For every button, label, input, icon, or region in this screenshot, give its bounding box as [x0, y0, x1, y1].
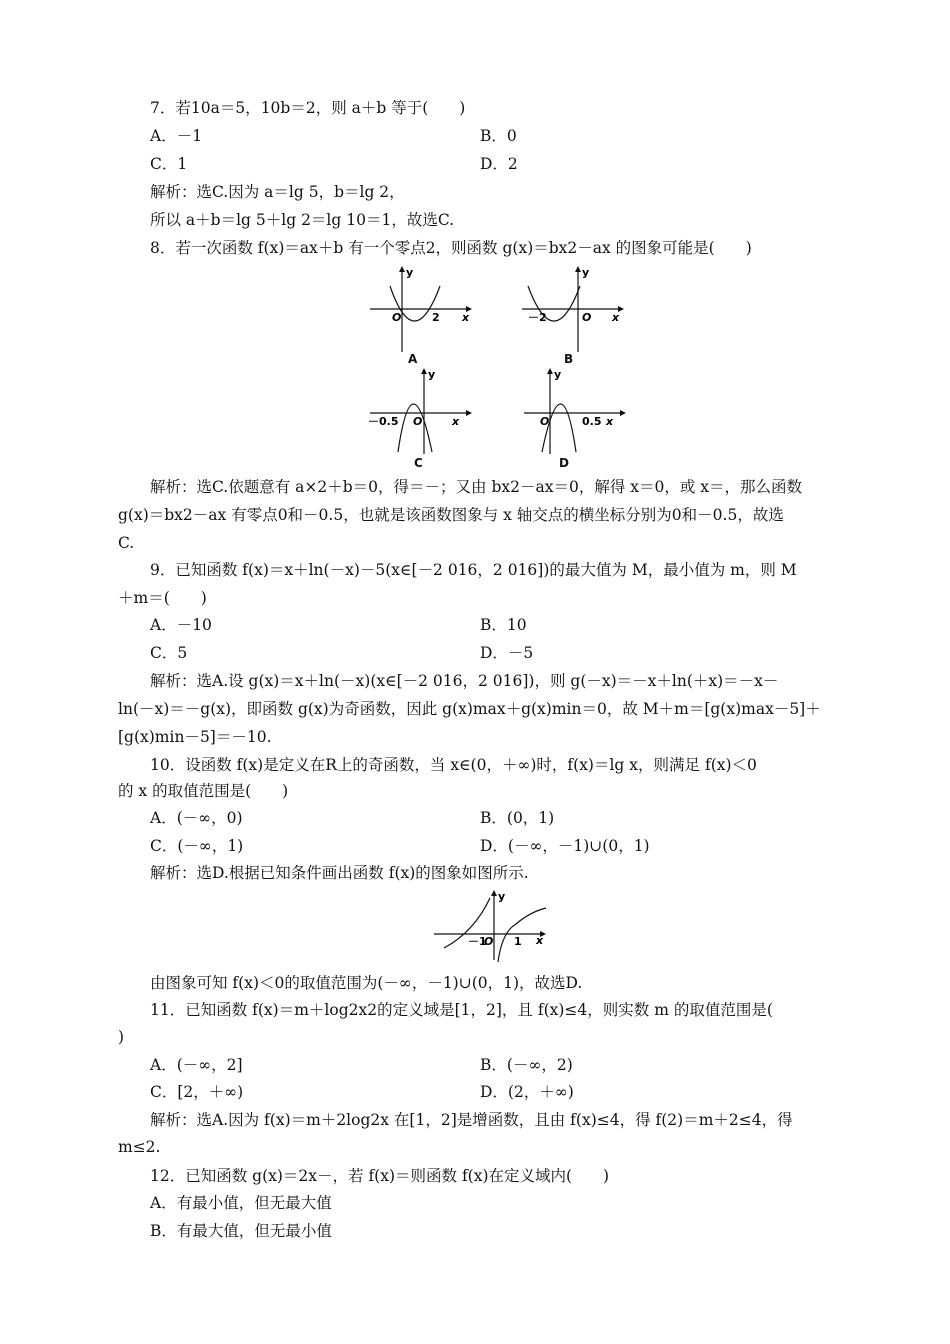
- q8-solution-line2: g(x)＝bx2－ax 有零点0和－0.5，也就是该函数图象与 x 轴交点的横坐标分别为0和－0.5，故选: [118, 506, 784, 524]
- q10-stem-line2: 的 x 的取值范围是( ): [118, 782, 289, 800]
- q10-stem-line1: 10．设函数 f(x)是定义在R上的奇函数，当 x∈(0，＋∞)时，f(x)＝lg x，则满足 f(x)＜0: [150, 756, 757, 774]
- q10-y-label: y: [498, 890, 506, 903]
- q10-graph: [432, 888, 552, 964]
- q11-stem-line1: 11．已知函数 f(x)＝m＋log2x2的定义域是[1，2]，且 f(x)≤4，则实数 m 的取值范围是(: [150, 1001, 773, 1019]
- q7-option-a: A．－1: [150, 127, 203, 145]
- q8-graph-b: [518, 264, 628, 354]
- q11-option-c: C．[2，＋∞): [150, 1083, 244, 1101]
- q10-option-d: D．(－∞，－1)∪(0，1): [480, 837, 650, 855]
- q11-option-a: A．(－∞，2]: [150, 1056, 243, 1074]
- q8-a-x-label: x: [462, 311, 470, 324]
- q8-c-tick: －0.5: [368, 415, 399, 428]
- q11-stem-line2: ): [118, 1028, 125, 1046]
- q8-graph-d-label: D: [559, 456, 569, 470]
- q7-solution-line1: 解析：选C.因为 a＝lg 5，b＝lg 2，: [150, 183, 405, 201]
- q11-option-b: B．(－∞，2): [480, 1056, 573, 1074]
- q10-option-a: A．(－∞，0): [150, 809, 243, 827]
- q8-a-y-label: y: [406, 266, 414, 279]
- q9-stem-line2: ＋m＝( ): [118, 589, 207, 607]
- q10-solution-line1: 解析：选D.根据已知条件画出函数 f(x)的图象如图所示.: [150, 864, 529, 882]
- q8-b-origin: O: [582, 311, 592, 324]
- q7-solution-line2: 所以 a＋b＝lg 5＋lg 2＝lg 10＝1，故选C.: [150, 211, 455, 229]
- q8-b-y-label: y: [582, 266, 590, 279]
- q10-solution-line2: 由图象可知 f(x)＜0的取值范围为(－∞，－1)∪(0，1)，故选D.: [150, 974, 583, 992]
- q9-option-b: B．10: [480, 616, 527, 634]
- q8-b-tick: －2: [528, 311, 547, 324]
- q8-d-tick: 0.5: [582, 415, 602, 428]
- q11-solution-line2: m≤2.: [118, 1138, 161, 1156]
- q7-stem: 7．若10a＝5，10b＝2，则 a＋b 等于( ): [150, 99, 466, 117]
- q7-option-b: B．0: [480, 127, 517, 145]
- q12-stem: 12．已知函数 g(x)＝2x－，若 f(x)＝则函数 f(x)在定义域内( ): [150, 1167, 610, 1185]
- q8-d-y-label: y: [554, 368, 562, 381]
- q10-option-b: B．(0，1): [480, 809, 555, 827]
- q10-x-label: x: [536, 934, 544, 947]
- q8-a-tick: 2: [432, 311, 440, 324]
- q10-left-tick: －1: [468, 935, 487, 948]
- q8-b-x-label: x: [612, 311, 620, 324]
- q7-option-d: D．2: [480, 155, 518, 173]
- q8-graph-d: [520, 366, 630, 456]
- q11-solution-line1: 解析：选A.因为 f(x)＝m＋2log2x 在[1，2]是增函数，且由 f(x)≤4，得 f(2)＝m＋2≤4，得: [150, 1111, 793, 1129]
- q8-d-x-label: x: [606, 415, 614, 428]
- q7-option-c: C．1: [150, 155, 188, 173]
- q8-solution-line3: C.: [118, 534, 135, 552]
- q8-solution-line1: 解析：选C.依题意有 a×2＋b＝0，得＝－；又由 bx2－ax＝0，解得 x＝0，或 x＝，那么函数: [150, 478, 803, 496]
- q12-option-b: B．有最大值，但无最小值: [150, 1222, 332, 1240]
- q9-stem-line1: 9．已知函数 f(x)＝x＋ln(－x)－5(x∈[－2 016，2 016])的最大值为 M，最小值为 m，则 M: [150, 561, 797, 579]
- q9-option-d: D．－5: [480, 644, 534, 662]
- q8-graph-b-label: B: [564, 352, 574, 366]
- q10-option-c: C．(－∞，1): [150, 837, 244, 855]
- q8-d-origin: O: [540, 415, 550, 428]
- q10-right-tick: 1: [514, 935, 522, 948]
- q8-c-x-label: x: [452, 415, 460, 428]
- q9-option-c: C．5: [150, 644, 188, 662]
- q8-graph-c: [366, 366, 476, 456]
- q8-graph-c-label: C: [414, 456, 423, 470]
- q8-graph-a-label: A: [408, 352, 418, 366]
- q8-graph-a: [366, 264, 476, 354]
- q10-origin: O: [484, 935, 494, 948]
- q11-option-d: D．(2，＋∞): [480, 1083, 574, 1101]
- q9-option-a: A．－10: [150, 616, 212, 634]
- q8-c-y-label: y: [428, 368, 436, 381]
- q8-c-origin: O: [413, 415, 423, 428]
- q9-solution-line3: [g(x)min－5]＝－10.: [118, 728, 272, 746]
- q8-a-origin: O: [392, 311, 402, 324]
- q9-solution-line2: ln(－x)＝－g(x)，即函数 g(x)为奇函数，因此 g(x)max＋g(x)min＝0，故 M＋m＝[g(x)max－5]＋: [118, 700, 821, 718]
- q8-stem: 8．若一次函数 f(x)＝ax＋b 有一个零点2，则函数 g(x)＝bx2－ax 的图象可能是( ): [150, 239, 752, 257]
- q12-option-a: A．有最小值，但无最大值: [150, 1194, 332, 1212]
- q9-solution-line1: 解析：选A.设 g(x)＝x＋ln(－x)(x∈[－2 016，2 016])，则 g(－x)＝－x＋ln(＋x)＝－x－: [150, 672, 779, 690]
